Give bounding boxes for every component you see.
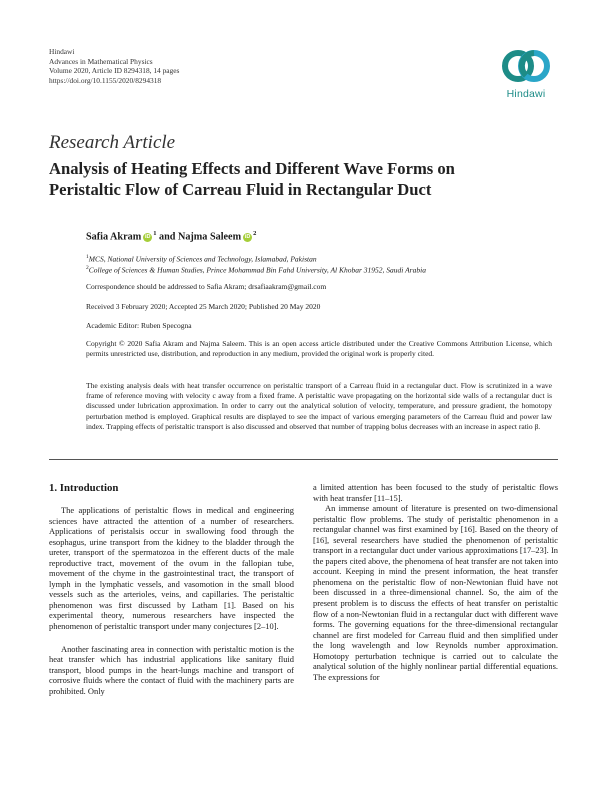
doi-link[interactable]: https://doi.org/10.1155/2020/8294318 bbox=[49, 75, 162, 85]
author-list bbox=[86, 230, 256, 242]
title-line-1: Analysis of Heating Effects and Different Wave Forms on bbox=[49, 159, 455, 178]
abstract: The existing analysis deals with heat transfer occurrence on peristaltic transport of a Carreau fluid in a rectangular duct. Flow is scrutinized in a wave frame of reference moving with velocity c away from a fixed frame. A peristaltic wave propagating on the horizontal side walls of a rectangular duct is discussed under lubrication approximation. In order to carry out the analytical solution of velocity, temperature, and pressure gradient, the homotopy perturbation method is employed. Graphical results are displayed to see the impact of various emerging parameters of the Carreau fluid and power law index. Trapping effects of peristaltic transport is also discussed and observed that number of trapping bolus decreases with an increase in aspect ratio β. bbox=[86, 381, 552, 431]
hindawi-rings-icon bbox=[498, 47, 554, 85]
copyright-notice: Copyright © 2020 Safia Akram and Najma Saleem. This is an open access article distributed under the Creative Commons Attribution License, which permits unrestricted use, distribution, and reproduction in any medium, provided the original work is properly cited. bbox=[86, 339, 552, 359]
paper-title bbox=[49, 158, 559, 200]
correspondence: Correspondence should be addressed to Safia Akram; drsafiaakram@gmail.com bbox=[86, 282, 327, 291]
paragraph: An immense amount of literature is presented on two-dimensional peristaltic flow problems. The study of peristaltic phenomenon in a rectangular channel was first examined by [16]. Based on the theory of [16], several researchers have studied the phenomenon of peristaltic transport in a rectangular duct under various approximations [17–23]. In the papers cited above, the phenomena of heat transfer are not taken into account. Keeping in mind the present information, the heat transfer phenomena on the peristaltic flow of non-Newtonian fluid have not been discussed in a three-dimensional channel. So, the aim of the present problem is to discuss the effects of heat transfer on peristaltic flow of a non-Newtonian fluid in a rectangular duct with different wave forms. The governing equations for the three-dimensional rectangular channel are first modeled for Carreau fluid and then simplified under the long wavelength and low Reynolds number approximation. Homotopy perturbation technique is carried out to calculate the analytical solution of the highly nonlinear partial differential equations. The expressions for bbox=[313, 503, 558, 682]
affiliation-2-text: College of Sciences & Human Studies, Prince Mohammad Bin Fahd University, Al Khobar 31952, Saudi Arabia bbox=[88, 265, 426, 275]
paragraph: The applications of peristaltic flows in medical and engineering sciences have attracted the attention of a number of researchers. Applications of peristalsis occur in swallowing food through the esophagus, urine transport from the kidney to the bladder through the ureter, transport of the spermatozoa in the efferent ducts of the male reproductive tract, movement of the ovum in the fallopian tube, movement of the chyme in the gastrointestinal tract, the transport of lymph in the lymphatic vessels, and vasomotion in the small blood vessels such as the arterioles, veins, and capillaries. The peristaltic phenomenon was first discussed by Latham [1]. Based on his experimental theory, numerous researchers have inspected the phenomenon of peristaltic transport under many conjectures [2–10]. bbox=[49, 505, 294, 632]
affiliation-2 bbox=[86, 263, 566, 276]
volume-line: Volume 2020, Article ID 8294318, 14 pages bbox=[49, 66, 180, 76]
affiliation-2-marker: 2 bbox=[86, 265, 89, 271]
author-2-name[interactable]: Najma Saleem bbox=[177, 231, 242, 243]
publication-dates: Received 3 February 2020; Accepted 25 March 2020; Published 20 May 2020 bbox=[86, 302, 321, 311]
author-2-affil: 2 bbox=[253, 230, 257, 237]
author-conjunction: and bbox=[158, 231, 176, 243]
paragraph-gap bbox=[49, 632, 294, 644]
publisher-name: Hindawi bbox=[49, 47, 75, 56]
orcid-icon[interactable]: iD bbox=[144, 234, 151, 241]
section-divider bbox=[49, 459, 558, 460]
hindawi-logo bbox=[494, 47, 558, 100]
author-1-affil: 1 bbox=[153, 230, 157, 237]
journal-name: Advances in Mathematical Physics bbox=[49, 56, 153, 66]
affiliation-1-text: MCS, National University of Sciences and Technology, Islamabad, Pakistan bbox=[88, 254, 317, 264]
right-column bbox=[313, 482, 558, 682]
author-1-name[interactable]: Safia Akram bbox=[86, 231, 142, 243]
affiliation-1-marker: 1 bbox=[86, 254, 89, 260]
paragraph: Another fascinating area in connection with peristaltic motion is the heat transfer which has industrial applications like sanitary fluid transport, blood pumps in the heart-lungs machine and transport of corrosive fluids where the contact of fluid with the machinery parts are prohibited. Only bbox=[49, 643, 294, 696]
article-type: Research Article bbox=[49, 132, 176, 153]
orcid-icon[interactable]: iD bbox=[244, 234, 251, 241]
logo-brand-text: Hindawi bbox=[506, 88, 546, 100]
title-line-2: Peristaltic Flow of Carreau Fluid in Rectangular Duct bbox=[49, 180, 432, 199]
paragraph: a limited attention has been focused to the study of peristaltic flows with heat transfer [11–15]. bbox=[313, 482, 558, 503]
journal-info bbox=[49, 47, 179, 85]
left-column bbox=[49, 482, 294, 696]
section-heading: 1. Introduction bbox=[49, 482, 119, 494]
academic-editor: Academic Editor: Ruben Specogna bbox=[86, 321, 192, 330]
